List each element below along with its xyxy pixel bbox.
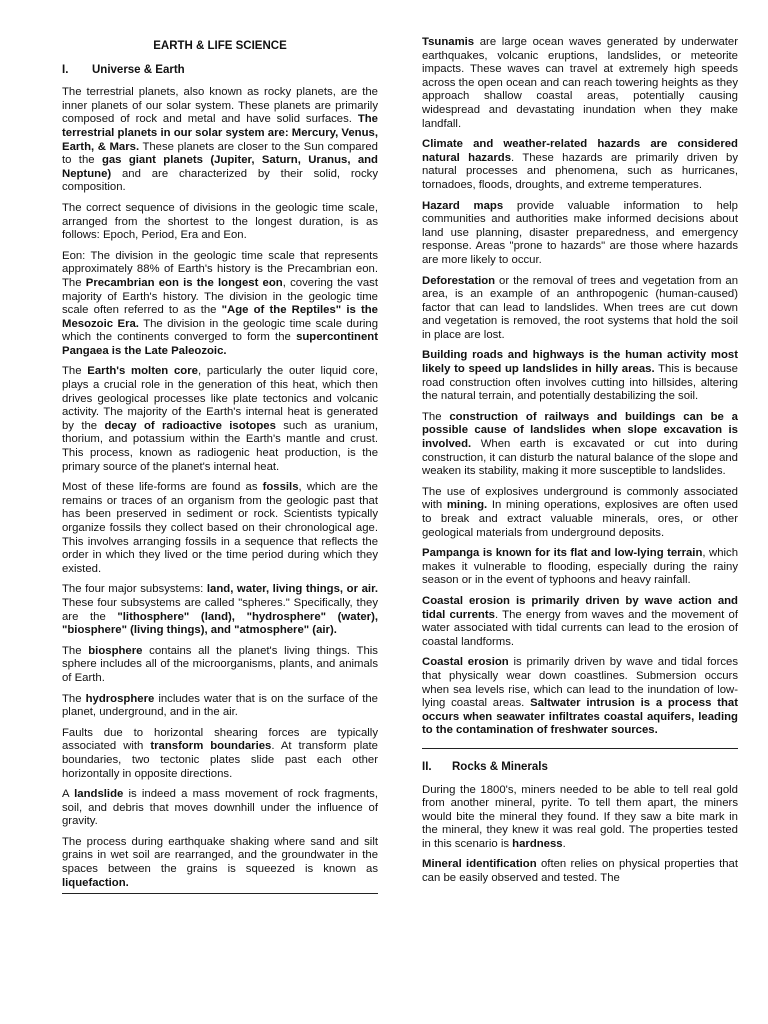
- divider-line: [422, 748, 738, 749]
- paragraph: Coastal erosion is primarily driven by wave and tidal forces that physically wear down coastlines. Submersion occurs when sea levels rise, which can lead to the inundation of low-lying coastal areas. Saltwater intrusion is a process that occurs when seawater infiltrates coastal aquifers, leading to the contamination of freshwater sources.: [422, 656, 738, 737]
- right-column: [422, 36, 738, 893]
- document-title: EARTH & LIFE SCIENCE: [153, 40, 287, 52]
- paragraph: The process during earthquake shaking where sand and silt grains in wet soil are rearranged, and the groundwater in the spaces between the grains is squeezed is known as liquefaction.: [62, 835, 378, 889]
- left-column: [62, 36, 378, 894]
- paragraph: Eon: The division in the geologic time scale that represents approximately 88% of Earth's history is the Precambrian eon. The Precambrian eon is the longest eon, covering the vast majority of Earth's history. The division in the geologic time scale often referred to as the "Age of the Reptiles" is the Mesozoic Era. The division in the geologic time scale during which the continents converged to form the supercontinent Pangaea is the Late Paleozoic.: [62, 249, 379, 357]
- section-title: Rocks & Minerals: [452, 760, 548, 773]
- paragraph: The correct sequence of divisions in the geologic time scale, arranged from the shortest to the longest duration, is as follows: Epoch, Period, Era and Eon.: [62, 201, 378, 242]
- paragraph: The construction of railways and buildings can be a possible cause of landslides when slope excavation is involved. When earth is excavated or cut into during construction, it can disturb the natural balance of the slope and weaken its stability, making it more susceptible to landslides.: [422, 410, 738, 478]
- paragraph: Climate and weather-related hazards are considered natural hazards. These hazards are primarily driven by natural processes and phenomena, such as hurricanes, tornadoes, floods, droughts, and extreme temperatures.: [422, 138, 738, 191]
- paragraph: Hazard maps provide valuable information to help communities and authorities make informed decisions about land use planning, disaster preparedness, and emergency response. Areas "prone to hazards" are those where hazards are more likely to occur.: [422, 199, 738, 266]
- section-heading-2: [422, 761, 738, 775]
- paragraph: The four major subsystems: land, water, living things, or air. These four subsystems are called "spheres." Specifically, they are the "lithosphere" (land), "hydrosphere" (water), "biosphere" (living things), and "atmosphere" (air).: [62, 583, 379, 637]
- divider-line: [62, 893, 378, 894]
- paragraph: Tsunamis are large ocean waves generated by underwater earthquakes, volcanic eruptions, landslides, or meteorite impacts. These waves can travel at extremely high speeds across the open ocean and can reach towering heights as they approach shallow coastal areas, potentially causing widespread and devastating inundation when they make landfall.: [422, 36, 738, 130]
- section-title: Universe & Earth: [92, 63, 185, 76]
- section-number: I.: [62, 63, 69, 76]
- paragraph: Most of these life-forms are found as fossils, which are the remains or traces of an organism from the geologic past that has been preserved in sediment or rock. Scientists typically organize fossils they collect based on their chronological age. This involves arranging fossils in a sequence that reflects the order in which they lived or the time period during which they existed.: [62, 481, 378, 575]
- paragraph: The use of explosives underground is commonly associated with mining. In mining operations, explosives are often used to break and extract valuable minerals, ores, or other geological materials from underground deposits.: [422, 485, 738, 539]
- paragraph: Deforestation or the removal of trees and vegetation from an area, is an example of an anthropogenic (human-caused) factor that can lead to landslides. When trees are cut down and vegetation is removed, the root systems that hold the soil in place are lost.: [422, 274, 738, 341]
- paragraph: Coastal erosion is primarily driven by wave action and tidal currents. The energy from waves and the movement of water associated with tidal currents can lead to the erosion of coastal landforms.: [422, 594, 738, 648]
- paragraph: The hydrosphere includes water that is on the surface of the planet, underground, and in the air.: [62, 692, 378, 719]
- paragraph: Building roads and highways is the human activity most likely to speed up landslides in hilly areas. This is because road construction often involves cutting into hillsides, altering the natural terrain, and potentially destabilizing the soil.: [422, 349, 738, 403]
- paragraph: The Earth's molten core, particularly the outer liquid core, plays a crucial role in the generation of this heat, which then drives geological processes like plate tectonics and volcanic activity. The majority of the Earth's internal heat is generated by the decay of radioactive isotopes such as uranium, thorium, and potassium within the Earth's mantle and crust. This process, known as radiogenic heat production, is the primary source of the planet's internal heat.: [62, 365, 378, 473]
- paragraph: A landslide is indeed a mass movement of rock fragments, soil, and debris that moves downhill under the influence of gravity.: [62, 788, 378, 828]
- section-heading-1: [62, 64, 378, 78]
- paragraph: During the 1800's, miners needed to be able to tell real gold from another mineral, pyrite. To tell them apart, the miners would bite the mineral they found. If they saw a bite mark in the mineral, they knew it was real gold. The properties tested in this scenario is hardness.: [422, 783, 738, 850]
- paragraph: The terrestrial planets, also known as rocky planets, are the inner planets of our solar system. These planets are primarily composed of rock and metal and have solid surfaces. The terrestrial planets in our solar system are: Mercury, Venus, Earth, & Mars. These planets are closer to the Sun compared to the gas giant planets (Jupiter, Saturn, Uranus, and Neptune) and are characterized by their solid, rocky composition.: [62, 86, 378, 194]
- paragraph: Faults due to horizontal shearing forces are typically associated with transform boundaries. At transform plate boundaries, two tectonic plates slide past each other horizontally in opposite directions.: [62, 726, 378, 780]
- paragraph: Pampanga is known for its flat and low-lying terrain, which makes it vulnerable to flooding, especially during the rainy season or in the event of typhoons and heavy rainfall.: [422, 547, 738, 587]
- paragraph: Mineral identification often relies on physical properties that can be easily observed and tested. The: [422, 858, 738, 885]
- section-number: II.: [422, 760, 432, 773]
- paragraph: The biosphere contains all the planet's living things. This sphere includes all of the microorganisms, plants, and animals of Earth.: [62, 644, 378, 684]
